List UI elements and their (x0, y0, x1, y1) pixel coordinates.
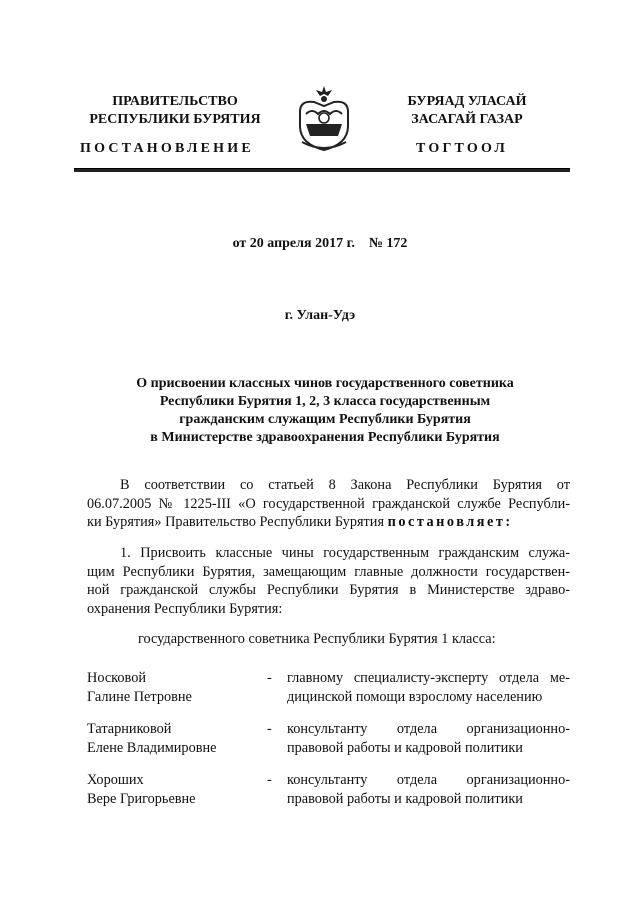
appointee-position (287, 771, 570, 808)
issuer-buryat-line2: ЗАСАГАЙ ГАЗАР (411, 112, 523, 127)
appointee-surname: Татарниковой (87, 721, 172, 737)
issuer-russian (80, 93, 270, 129)
date-line (0, 236, 640, 252)
issuer-buryat (372, 93, 562, 129)
doc-type-russian: ПОСТАНОВЛЕНИЕ (80, 141, 254, 156)
title-line: Республики Бурятия 1, 2, 3 класса государственным (159, 394, 491, 409)
resolves-keyword: постановляет: (387, 514, 513, 530)
place-of-issue: г. Улан-Удэ (284, 308, 356, 323)
title-line: О присвоении классных чинов государственного советника (136, 376, 514, 391)
appointee-surname: Носковой (87, 670, 146, 686)
rank-heading: государственного советника Республики Бурятия 1 класса: (138, 631, 496, 647)
document-date: от 20 апреля 2017 г. (232, 236, 355, 251)
clause-line: 1. Присвоить классные чины государственным гражданским служа- (120, 545, 570, 561)
document-title (80, 375, 570, 447)
doc-type-buryat: ТОГТООЛ (416, 141, 509, 156)
preamble-paragraph (87, 476, 570, 532)
issuer-buryat-line1: БУРЯАД УЛАСАЙ (407, 94, 527, 109)
dash-separator: - (267, 772, 272, 788)
appointee-position (287, 669, 570, 706)
appointee-given-names: Вере Григорьевне (87, 790, 196, 807)
coat-of-arms-icon (292, 82, 356, 154)
position-line: правовой работы и кадровой политики (287, 790, 523, 807)
appointee-given-names: Галине Петровне (87, 688, 192, 705)
preamble-line: 06.07.2005 № 1225-III «О государственной гражданской службе Республи- (87, 495, 570, 512)
clause-line: охранения Республики Бурятия: (87, 600, 283, 617)
appointee-position (287, 720, 570, 757)
issuer-russian-line2: РЕСПУБЛИКИ БУРЯТИЯ (89, 112, 261, 127)
preamble-line: В соответствии со статьей 8 Закона Республики Бурятия от (120, 477, 570, 493)
preamble-line-text: ки Бурятия» Правительство Республики Бурятия (87, 514, 388, 530)
position-line: консультанту отдела организационно- (287, 721, 570, 737)
preamble-line (87, 513, 570, 532)
position-line: консультанту отдела организационно- (287, 772, 570, 788)
position-line: главному специалисту-эксперту отдела ме- (287, 670, 570, 686)
appointee-name (87, 669, 257, 706)
appointee-surname: Хороших (87, 772, 144, 788)
clause-line: ной гражданской службы Республики Бурятия в Министерстве здраво- (87, 582, 570, 598)
clause-line: щим Республики Бурятия, замещающим главные должности государствен- (87, 563, 570, 580)
appointee-name (87, 771, 257, 808)
position-line: дицинской помощи взрослому населению (287, 688, 543, 705)
header-divider (74, 168, 570, 172)
appointee-name (87, 720, 257, 757)
position-line: правовой работы и кадровой политики (287, 739, 523, 756)
dash-separator: - (267, 670, 272, 686)
title-line: в Министерстве здравоохранения Республики Бурятия (150, 430, 500, 445)
clause-1-paragraph (87, 544, 570, 618)
appointee-given-names: Елене Владимировне (87, 739, 217, 756)
document-number: № 172 (368, 236, 408, 251)
issuer-russian-line1: ПРАВИТЕЛЬСТВО (112, 94, 238, 109)
dash-separator: - (267, 721, 272, 737)
title-line: гражданским служащим Республики Бурятия (179, 412, 471, 427)
